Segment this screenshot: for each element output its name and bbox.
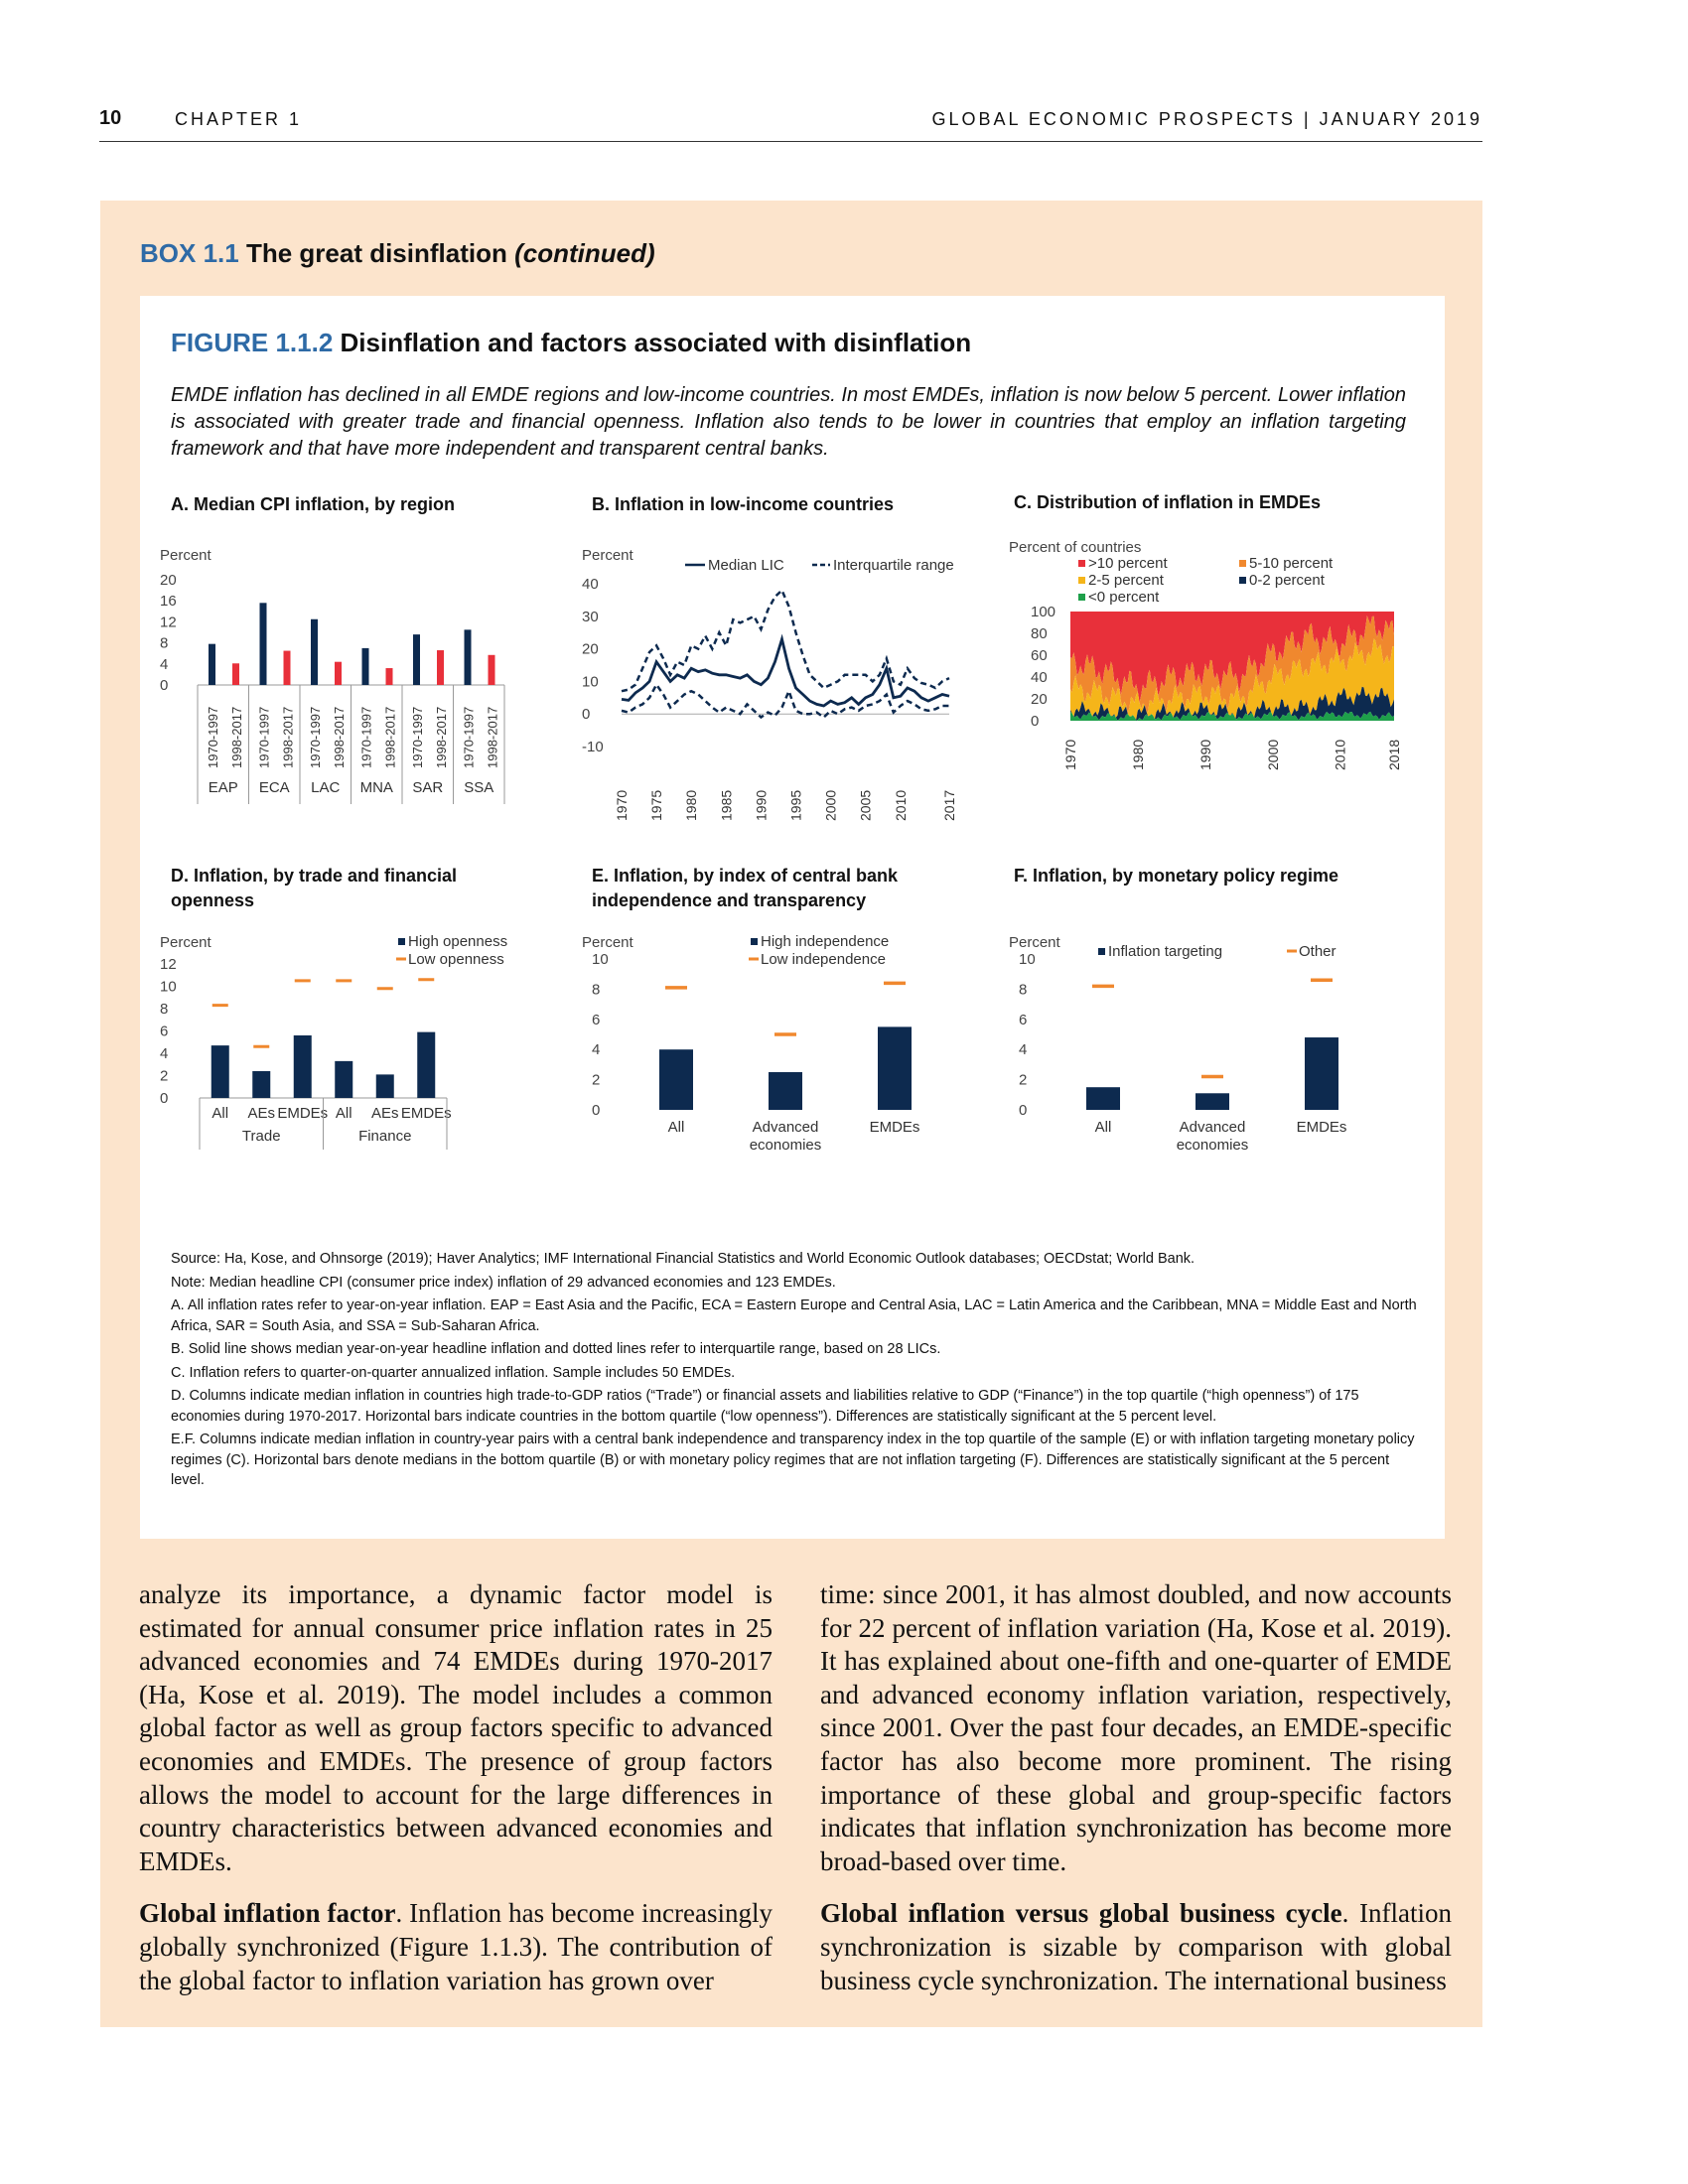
note-ef: E.F. Columns indicate median inflation in country-year pairs with a central bank independence and transparency index in the top quartile of the sample (E) or with inflation targeting monetary policy regimes (C). Horizontal bars denote medians in the bottom quartile (B) or with monetary policy regimes that are not inflation targeting (F). Differences are statistically significant at the 5 percent level. bbox=[171, 1432, 1415, 1488]
period-label: 1970-1997 bbox=[256, 706, 272, 768]
region-label: MNA bbox=[359, 779, 393, 796]
bar-high bbox=[878, 1026, 912, 1110]
figure-title bbox=[171, 328, 971, 358]
bar-high-openness bbox=[417, 1032, 435, 1098]
bar-ssa-1998-2017 bbox=[489, 655, 495, 685]
y-tick-label: 100 bbox=[1031, 604, 1056, 620]
y-tick-label: 8 bbox=[592, 981, 601, 999]
figure-title-text: Disinflation and factors associated with disinflation bbox=[340, 328, 972, 357]
y-tick-label: 6 bbox=[160, 1023, 169, 1040]
legend-high-label: High openness bbox=[408, 933, 508, 950]
y-axis-label: Percent of countries bbox=[1009, 539, 1142, 556]
y-axis-label: Percent bbox=[582, 547, 633, 564]
category-label: AEs bbox=[247, 1105, 276, 1122]
category-label: All bbox=[667, 1119, 685, 1136]
category-label: Advanced bbox=[752, 1119, 819, 1136]
group-label: Trade bbox=[241, 1128, 281, 1145]
y-tick-label: 2 bbox=[160, 1067, 169, 1085]
x-tick-label: 2017 bbox=[941, 789, 957, 821]
box-label: BOX 1.1 bbox=[140, 238, 239, 268]
y-tick-label: 60 bbox=[1031, 647, 1048, 664]
y-tick-label: 80 bbox=[1031, 625, 1048, 642]
x-tick-label: 1980 bbox=[1129, 739, 1146, 770]
period-label: 1970-1997 bbox=[461, 706, 477, 768]
x-tick-label: 1990 bbox=[753, 789, 770, 821]
y-tick-label: 4 bbox=[160, 1045, 169, 1062]
y-tick-label: 10 bbox=[592, 951, 609, 968]
y-tick-label: 4 bbox=[160, 655, 169, 673]
bar-high-openness bbox=[252, 1071, 270, 1098]
y-tick-label: 4 bbox=[592, 1041, 601, 1059]
legend-swatch bbox=[1239, 560, 1246, 567]
publication-title: GLOBAL ECONOMIC PROSPECTS | JANUARY 2019 bbox=[931, 109, 1482, 129]
body-paragraph-global-factor bbox=[139, 1897, 773, 1997]
chart-d bbox=[160, 921, 587, 1219]
x-tick-label: 1990 bbox=[1196, 739, 1213, 770]
legend-label: 2-5 percent bbox=[1088, 572, 1164, 589]
chart-f bbox=[1009, 921, 1436, 1219]
bar-high bbox=[1086, 1087, 1120, 1110]
y-tick-label: 0 bbox=[592, 1102, 601, 1119]
y-tick-label: 8 bbox=[160, 634, 169, 652]
category-label: economies bbox=[749, 1137, 822, 1154]
region-label: ECA bbox=[258, 779, 290, 796]
bar-high-openness bbox=[376, 1074, 394, 1098]
series-lower-quartile bbox=[622, 685, 949, 718]
panel-a-title: A. Median CPI inflation, by region bbox=[171, 494, 456, 514]
legend-low-label: Low independence bbox=[761, 951, 886, 968]
series-upper-quartile bbox=[622, 591, 949, 692]
period-label: 1970-1997 bbox=[308, 706, 323, 768]
category-label: EMDEs bbox=[1296, 1119, 1347, 1136]
figure-panel bbox=[140, 296, 1445, 1539]
x-tick-label: 2010 bbox=[1332, 739, 1348, 770]
run-in-heading: Global inflation versus global business cycle bbox=[820, 1898, 1342, 1929]
panel-b-title: B. Inflation in low-income countries bbox=[592, 494, 895, 514]
note-main: Note: Median headline CPI (consumer price index) inflation of 29 advanced economies and 123 EMDEs. bbox=[171, 1274, 836, 1291]
category-label: AEs bbox=[370, 1105, 399, 1122]
x-tick-label: 2010 bbox=[892, 789, 909, 821]
legend-low-label: Low openness bbox=[408, 951, 504, 968]
box-title-text: The great disinflation bbox=[245, 238, 507, 268]
bar-eca-1970-1997 bbox=[260, 603, 267, 685]
body-paragraph: analyze its importance, a dynamic factor model is estimated for annual consumer price inflation rates in 25 advanced economies and 74 EMDEs during 1970-2017 (Ha, Kose et al. 2019). The model includes a common global factor as well as group factors specific to advanced economies and EMDEs. The presence of group factors allows the model to account for the large differences in country characteristics between advanced economies and EMDEs. bbox=[139, 1579, 773, 1876]
bar-high-openness bbox=[211, 1045, 229, 1098]
period-label: 1998-2017 bbox=[434, 706, 449, 768]
x-tick-label: 1970 bbox=[614, 789, 630, 821]
y-tick-label: 20 bbox=[1031, 691, 1048, 708]
panel-e-title: E. Inflation, by index of central bank independence and transparency bbox=[592, 866, 899, 910]
y-tick-label: 12 bbox=[160, 614, 177, 631]
x-tick-label: 2005 bbox=[857, 789, 874, 821]
period-label: 1998-2017 bbox=[382, 706, 398, 768]
bar-high bbox=[1305, 1037, 1338, 1110]
body-right-column bbox=[820, 1578, 1452, 2016]
y-tick-label: 20 bbox=[582, 640, 599, 658]
category-label: EMDEs bbox=[869, 1119, 920, 1136]
note-d: D. Columns indicate median inflation in countries high trade-to-GDP ratios (“Trade”) or financial assets and liabilities relative to GDP (“Finance”) in the top quartile (“high openness”) of 175 economies during 1970-2017. Horizontal bars indicate countries in the bottom quartile (“low openness”). Differences are statistically significant at the 5 percent level. bbox=[171, 1388, 1359, 1425]
region-label: SAR bbox=[412, 779, 444, 796]
y-tick-label: 8 bbox=[160, 1001, 169, 1018]
y-axis-label: Percent bbox=[160, 934, 211, 951]
x-tick-label: 1975 bbox=[648, 789, 665, 821]
bar-sar-1998-2017 bbox=[437, 650, 444, 685]
bar-lac-1970-1997 bbox=[311, 619, 318, 685]
x-tick-label: 1995 bbox=[787, 789, 804, 821]
y-tick-label: 40 bbox=[582, 576, 599, 593]
y-tick-label: 0 bbox=[160, 677, 169, 694]
legend-label: <0 percent bbox=[1088, 589, 1160, 606]
period-label: 1998-2017 bbox=[280, 706, 296, 768]
body-paragraph: time: since 2001, it has almost doubled, and now accounts for 22 percent of inflation variation (Ha, Kose et al. 2019). It has explained about one-fifth and one-quarter of EMDE and advanced economy inflation variation, respectively, since 2001. Over the past four decades, an EMDE-specific factor has also become more prominent. The rising importance of these global and group-specific factors indicates that inflation synchronization has become more broad-based over time. bbox=[820, 1579, 1452, 1876]
bar-eap-1970-1997 bbox=[209, 644, 215, 685]
period-label: 1998-2017 bbox=[485, 706, 500, 768]
note-b: B. Solid line shows median year-on-year headline inflation and dotted lines refer to interquartile range, based on 28 LICs. bbox=[171, 1341, 941, 1357]
series-median-lic bbox=[622, 639, 949, 706]
legend-swatch bbox=[1078, 560, 1085, 567]
legend-swatch bbox=[1078, 577, 1085, 584]
panel-d-title: D. Inflation, by trade and financial openness bbox=[171, 866, 458, 910]
y-tick-label: 0 bbox=[1031, 713, 1040, 730]
legend-swatch bbox=[1239, 577, 1246, 584]
legend-high-label: Inflation targeting bbox=[1108, 943, 1223, 960]
legend-label: >10 percent bbox=[1088, 555, 1168, 572]
category-label: All bbox=[1094, 1119, 1112, 1136]
chart-b bbox=[582, 532, 999, 840]
region-label: EAP bbox=[208, 779, 238, 796]
y-tick-label: 10 bbox=[582, 673, 599, 691]
y-tick-label: 6 bbox=[1019, 1011, 1028, 1028]
y-axis-label: Percent bbox=[1009, 934, 1060, 951]
body-paragraph-business-cycle bbox=[820, 1897, 1452, 1997]
figure-subtitle: EMDE inflation has declined in all EMDE regions and low-income countries. In most EMDEs, inflation is now below 5 percent. Lower inflation is associated with greater trade and financial openness. Inflation also tends to be lower in countries that employ an inflation targeting framework and that have more independent and transparent central banks. bbox=[171, 384, 1406, 460]
box-continued: (continued) bbox=[514, 238, 655, 268]
y-tick-label: 40 bbox=[1031, 669, 1048, 686]
box-title bbox=[140, 238, 655, 269]
category-label: economies bbox=[1176, 1137, 1249, 1154]
y-tick-label: 8 bbox=[1019, 981, 1028, 999]
category-label: EMDEs bbox=[277, 1105, 329, 1122]
chart-c bbox=[1009, 526, 1436, 840]
legend-high-swatch bbox=[398, 938, 405, 945]
bar-lac-1998-2017 bbox=[335, 662, 342, 685]
figure-label: FIGURE 1.1.2 bbox=[171, 328, 334, 357]
legend-median-label: Median LIC bbox=[708, 557, 784, 574]
legend-high-label: High independence bbox=[761, 933, 890, 950]
note-source: Source: Ha, Kose, and Ohnsorge (2019); Haver Analytics; IMF International Financial Statistics and World Economic Outlook databases; OECDstat; World Bank. bbox=[171, 1251, 1196, 1267]
y-tick-label: 0 bbox=[582, 706, 591, 724]
chapter-label: CHAPTER 1 bbox=[175, 109, 303, 129]
bar-high bbox=[659, 1049, 693, 1110]
note-c: C. Inflation refers to quarter-on-quarter annualized inflation. Sample includes 50 EMDEs. bbox=[171, 1364, 736, 1381]
figure-notes bbox=[171, 1249, 1424, 1494]
legend-high-swatch bbox=[751, 938, 758, 945]
x-tick-label: 2018 bbox=[1386, 739, 1402, 770]
y-tick-label: 16 bbox=[160, 593, 177, 611]
legend-label: 5-10 percent bbox=[1249, 555, 1334, 572]
y-tick-label: 0 bbox=[1019, 1102, 1028, 1119]
y-tick-label: 20 bbox=[160, 572, 177, 589]
period-label: 1970-1997 bbox=[410, 706, 425, 768]
legend-high-swatch bbox=[1098, 948, 1105, 955]
y-tick-label: 2 bbox=[592, 1071, 601, 1089]
y-tick-label: 0 bbox=[160, 1090, 169, 1107]
y-tick-label: 2 bbox=[1019, 1071, 1028, 1089]
x-tick-label: 1985 bbox=[718, 789, 735, 821]
bar-high-openness bbox=[294, 1035, 312, 1098]
panel-c-title: C. Distribution of inflation in EMDEs bbox=[1014, 492, 1321, 512]
bar-eap-1998-2017 bbox=[232, 663, 239, 685]
category-label: All bbox=[211, 1105, 229, 1122]
y-tick-label: 4 bbox=[1019, 1041, 1028, 1059]
running-header bbox=[99, 107, 1482, 142]
bar-sar-1970-1997 bbox=[413, 634, 420, 685]
bar-mna-1998-2017 bbox=[386, 668, 393, 685]
legend-iqr-label: Interquartile range bbox=[833, 557, 954, 574]
bar-high bbox=[1196, 1093, 1229, 1110]
category-label: EMDEs bbox=[400, 1105, 452, 1122]
bar-eca-1998-2017 bbox=[284, 651, 291, 685]
period-label: 1998-2017 bbox=[332, 706, 347, 768]
period-label: 1998-2017 bbox=[229, 706, 244, 768]
bar-mna-1970-1997 bbox=[362, 648, 369, 685]
y-tick-label: 12 bbox=[160, 956, 177, 973]
x-tick-label: 1970 bbox=[1062, 739, 1078, 770]
period-label: 1970-1997 bbox=[206, 706, 220, 768]
y-tick-label: 10 bbox=[160, 978, 177, 996]
y-axis-label: Percent bbox=[160, 547, 211, 564]
y-tick-label: -10 bbox=[582, 739, 604, 755]
page-number: 10 bbox=[99, 107, 122, 129]
x-tick-label: 2000 bbox=[822, 789, 839, 821]
category-label: Advanced bbox=[1179, 1119, 1246, 1136]
panel-f-title: F. Inflation, by monetary policy regime bbox=[1014, 866, 1339, 886]
body-left-column bbox=[139, 1578, 773, 2016]
region-label: SSA bbox=[464, 779, 494, 796]
category-label: All bbox=[335, 1105, 352, 1122]
group-label: Finance bbox=[358, 1128, 412, 1145]
region-label: LAC bbox=[311, 779, 341, 796]
bar-high-openness bbox=[335, 1061, 352, 1098]
bar-high bbox=[769, 1072, 802, 1110]
legend-low-label: Other bbox=[1299, 943, 1336, 960]
legend-label: 0-2 percent bbox=[1249, 572, 1325, 589]
paragraph-text: . Inflation synchronization is sizable by comparison with global business cycle synchronization. The international business bbox=[820, 1898, 1452, 1995]
y-tick-label: 30 bbox=[582, 608, 599, 625]
note-a: A. All inflation rates refer to year-on-year inflation. EAP = East Asia and the Pacific, ECA = Eastern Europe and Central Asia, LAC = Latin America and the Caribbean, MNA = Middle East and North Africa, SAR = South Asia, and SSA = Sub-Saharan Africa. bbox=[171, 1297, 1417, 1334]
run-in-heading: Global inflation factor bbox=[139, 1898, 396, 1929]
x-tick-label: 1980 bbox=[683, 789, 700, 821]
paragraph-text: . Inflation has become increasingly globally synchronized (Figure 1.1.3). The contribution of the global factor to inflation variation has grown over bbox=[139, 1898, 773, 1995]
bar-ssa-1970-1997 bbox=[465, 629, 472, 685]
chart-e bbox=[582, 921, 999, 1219]
y-tick-label: 6 bbox=[592, 1011, 601, 1028]
legend-swatch bbox=[1078, 594, 1085, 601]
y-axis-label: Percent bbox=[582, 934, 633, 951]
y-tick-label: 10 bbox=[1019, 951, 1036, 968]
x-tick-label: 2000 bbox=[1264, 739, 1281, 770]
period-label: 1970-1997 bbox=[358, 706, 374, 768]
chart-a bbox=[160, 532, 567, 840]
